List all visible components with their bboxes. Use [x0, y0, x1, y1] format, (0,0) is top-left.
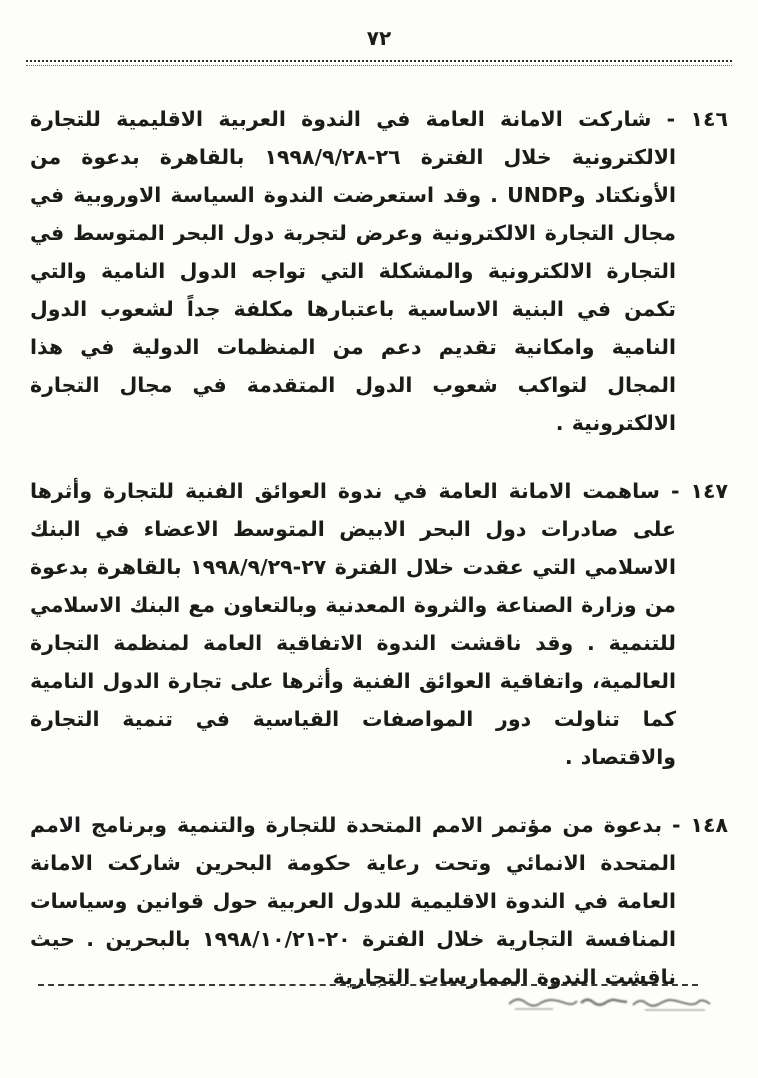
- paragraph-text: ساهمت الامانة العامة في ندوة العوائق الفنية للتجارة وأثرها على صادرات دول البحر الابيض المتوسط الاعضاء في البنك الاسلامي التي عقدت خلال الفترة ٢٧-١٩٩٨/٩/٢٩ بالقاهرة بدعوة من وزارة الصناعة والثروة المعدنية وبالتعاون مع البنك الاسلامي للتنمية . وقد ناقشت الندوة الاتفاقية العامة لمنظمة التجارة العالمية، واتفاقية العوائق الفنية وأثرها على تجارة الدول النامية كما تناولت دور المواصفات القياسية في تنمية التجارة والاقتصاد .: [30, 479, 676, 769]
- paragraph-147: [30, 472, 728, 776]
- paragraph-number: ١٤٦ -: [666, 107, 728, 131]
- paragraph-number: ١٤٨ -: [672, 813, 728, 837]
- page-number: ٧٢: [366, 26, 392, 50]
- paragraph-text: بدعوة من مؤتمر الامم المتحدة للتجارة والتنمية وبرنامج الامم المتحدة الانمائي وتحت رعاية حكومة البحرين شاركت الامانة العامة في الندوة الاقليمية للدول العربية حول قوانين وسياسات المنافسة التجارية خلال الفترة ٢٠-١٩٩٨/١٠/٢١ بالبحرين . حيث ناقشت الندوة الممارسات التجارية: [30, 813, 676, 989]
- paragraph-146: [30, 100, 728, 442]
- paragraph-text: شاركت الامانة العامة في الندوة العربية الاقليمية للتجارة الالكترونية خلال الفترة ٢٦-١٩٩٨/٩/٢٨ بالقاهرة بدعوة من الأونكتاد وUNDP . وقد استعرضت الندوة السياسة الاوروبية في مجال التجارة الالكترونية وعرض لتجربة دول البحر المتوسط في التجارة الالكترونية والمشكلة التي تواجه الدول النامية والتي تكمن في البنية الاساسية باعتبارها مكلفة جداً لشعوب الدول النامية وامكانية تقديم دعم من المنظمات الدولية في هذا المجال لتواكب شعوب الدول المتقدمة في مجال التجارة الالكترونية .: [30, 107, 676, 435]
- paragraph-148: [30, 806, 728, 996]
- paragraph-number: ١٤٧ -: [670, 479, 728, 503]
- footer-dashed-rule: [38, 984, 698, 986]
- page-body: [0, 66, 758, 996]
- footer-stamp-smudge: [505, 990, 720, 1016]
